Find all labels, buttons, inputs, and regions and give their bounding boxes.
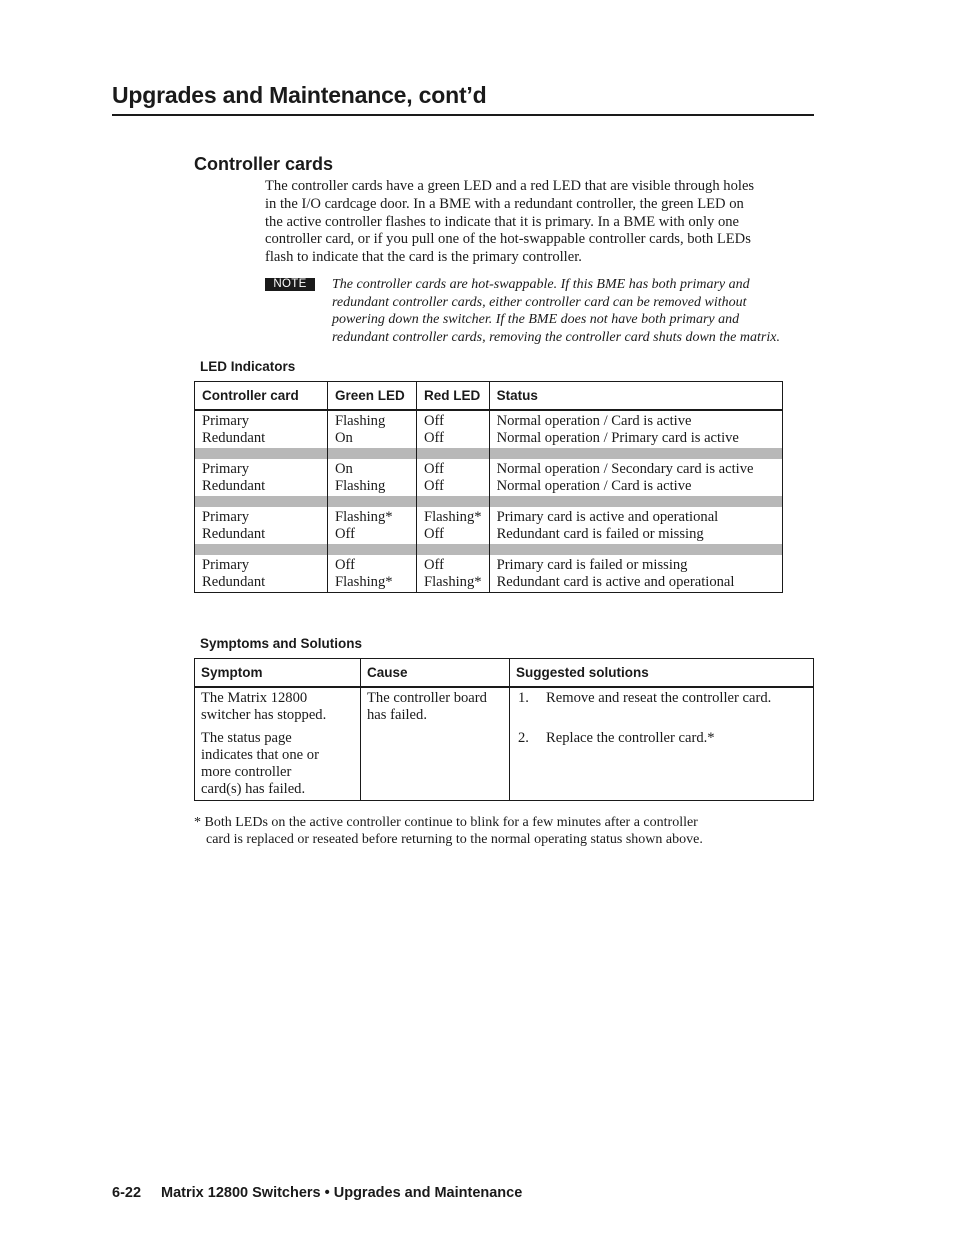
page-title: Upgrades and Maintenance, cont’d: [112, 82, 487, 108]
table-row: [195, 555, 783, 593]
column-header: Controller card: [195, 382, 328, 411]
cell-line: Flashing*: [335, 573, 393, 590]
cell-line: Redundant: [202, 573, 266, 590]
table-cell: [417, 459, 490, 496]
cell-line: Normal operation / Secondary card is active: [496, 461, 754, 477]
symptoms-table-caption: Symptoms and Solutions: [200, 636, 363, 651]
table-cell: [195, 459, 328, 496]
column-header: Symptom: [195, 659, 361, 688]
column-header: Red LED: [417, 382, 490, 411]
led-table-caption: LED Indicators: [200, 359, 296, 374]
footnote: [194, 814, 794, 848]
symptom-paragraph: [201, 690, 354, 724]
cell-line: Off: [424, 525, 444, 542]
table-header-row: [195, 382, 783, 411]
cell-line: Flashing*: [424, 573, 482, 590]
solution-text: Replace the controller card.*: [546, 730, 715, 746]
note-text: [332, 276, 822, 346]
table-row: [195, 459, 783, 496]
table-cell: [417, 410, 490, 448]
cell-line: Primary card is failed or missing: [496, 557, 688, 573]
column-header: Status: [489, 382, 782, 411]
table-row: [195, 410, 783, 448]
cell-line: Primary: [202, 509, 250, 525]
solution-item: [516, 730, 807, 747]
page-footer: [112, 1185, 522, 1201]
cell-line: Normal operation / Card is active: [496, 413, 692, 429]
table-cell: [417, 507, 490, 544]
solution-number: 1.: [518, 690, 529, 706]
cell-line: Off: [424, 461, 444, 477]
table-cell: [417, 555, 490, 593]
led-indicators-table: [194, 381, 783, 593]
cell-line: Primary: [202, 557, 250, 573]
note-line: redundant controller cards, either controller card can be removed without: [332, 294, 747, 310]
solution-item: [516, 690, 807, 707]
table-row: [195, 507, 783, 544]
solutions-cell: [510, 687, 814, 801]
table-cell: [195, 555, 328, 593]
cell-line: Primary: [202, 413, 250, 429]
note-line: powering down the switcher. If the BME does not have both primary and: [332, 312, 740, 328]
column-header: Green LED: [328, 382, 417, 411]
table-cell: [195, 507, 328, 544]
table-cell: [328, 507, 417, 544]
cell-line: has failed.: [367, 707, 427, 723]
intro-line: in the I/O cardcage door. In a BME with a redundant controller, the green LED on: [265, 195, 744, 212]
cell-line: Off: [424, 413, 444, 429]
cell-line: switcher has stopped.: [201, 707, 327, 723]
row-separator: [195, 496, 783, 507]
table-cell: [489, 555, 782, 593]
intro-line: controller card, or if you pull one of the hot-swappable controller cards, both LEDs: [265, 231, 751, 248]
table-cell: [195, 410, 328, 448]
cell-line: indicates that one or: [201, 747, 319, 763]
cell-line: Off: [335, 525, 355, 542]
page-number: 6-22: [112, 1185, 142, 1201]
cell-line: On: [335, 461, 353, 477]
solution-number: 2.: [518, 730, 529, 746]
symptoms-solutions-table: [194, 658, 814, 801]
table-cell: [328, 410, 417, 448]
intro-line: flash to indicate that the card is the primary controller.: [265, 249, 582, 266]
cell-line: Primary: [202, 461, 250, 477]
footer-text: Matrix 12800 Switchers • Upgrades and Maintenance: [161, 1185, 523, 1201]
cell-line: Redundant: [202, 477, 266, 494]
row-separator: [195, 448, 783, 459]
intro-line: the active controller flashes to indicate that it is primary. In a BME with only one: [265, 213, 740, 230]
cell-line: Flashing: [335, 477, 386, 494]
cause-cell: [361, 687, 510, 801]
note-line: redundant controller cards, removing the controller card shuts down the matrix.: [332, 329, 780, 345]
symptom-cell: [195, 687, 361, 801]
cell-line: The controller board: [367, 690, 487, 706]
cell-line: more controller: [201, 764, 292, 780]
cell-line: Primary card is active and operational: [496, 509, 719, 525]
cell-line: Off: [424, 477, 444, 494]
table-cell: [489, 507, 782, 544]
cell-line: Normal operation / Primary card is active: [496, 429, 739, 446]
cell-line: Flashing: [335, 413, 386, 429]
column-header: Suggested solutions: [510, 659, 814, 688]
section-heading: Controller cards: [194, 154, 334, 174]
title-rule: [112, 114, 814, 116]
cell-line: The status page: [201, 730, 292, 746]
table-cell: [489, 410, 782, 448]
cell-line: card(s) has failed.: [201, 781, 306, 797]
symptom-paragraph: [201, 730, 354, 798]
cell-line: The Matrix 12800: [201, 690, 308, 706]
row-separator: [195, 544, 783, 555]
note-line: The controller cards are hot-swappable. If this BME has both primary and: [332, 277, 750, 292]
table-cell: [328, 459, 417, 496]
footnote-line: * Both LEDs on the active controller continue to blink for a few minutes after a controller: [194, 815, 698, 830]
footnote-line: card is replaced or reseated before returning to the normal operating status shown above.: [206, 832, 703, 847]
cell-line: Off: [424, 557, 444, 573]
intro-line: The controller cards have a green LED and a red LED that are visible through holes: [265, 178, 755, 194]
cell-line: Redundant: [202, 525, 266, 542]
cell-line: Flashing*: [424, 509, 482, 525]
solution-text: Remove and reseat the controller card.: [546, 690, 772, 706]
cell-line: Normal operation / Card is active: [496, 477, 692, 494]
table-header-row: [195, 659, 814, 688]
table-cell: [489, 459, 782, 496]
column-header: Cause: [361, 659, 510, 688]
table-cell: [328, 555, 417, 593]
intro-paragraph: [265, 178, 817, 267]
cell-line: Redundant card is failed or missing: [496, 525, 704, 542]
note-badge: NOTE: [265, 278, 315, 291]
cell-line: Off: [424, 429, 444, 446]
table-row: [195, 687, 814, 801]
cell-line: Redundant card is active and operational: [496, 573, 735, 590]
cell-line: Redundant: [202, 429, 266, 446]
cell-line: Off: [335, 557, 355, 573]
cell-line: On: [335, 429, 353, 446]
cell-line: Flashing*: [335, 509, 393, 525]
